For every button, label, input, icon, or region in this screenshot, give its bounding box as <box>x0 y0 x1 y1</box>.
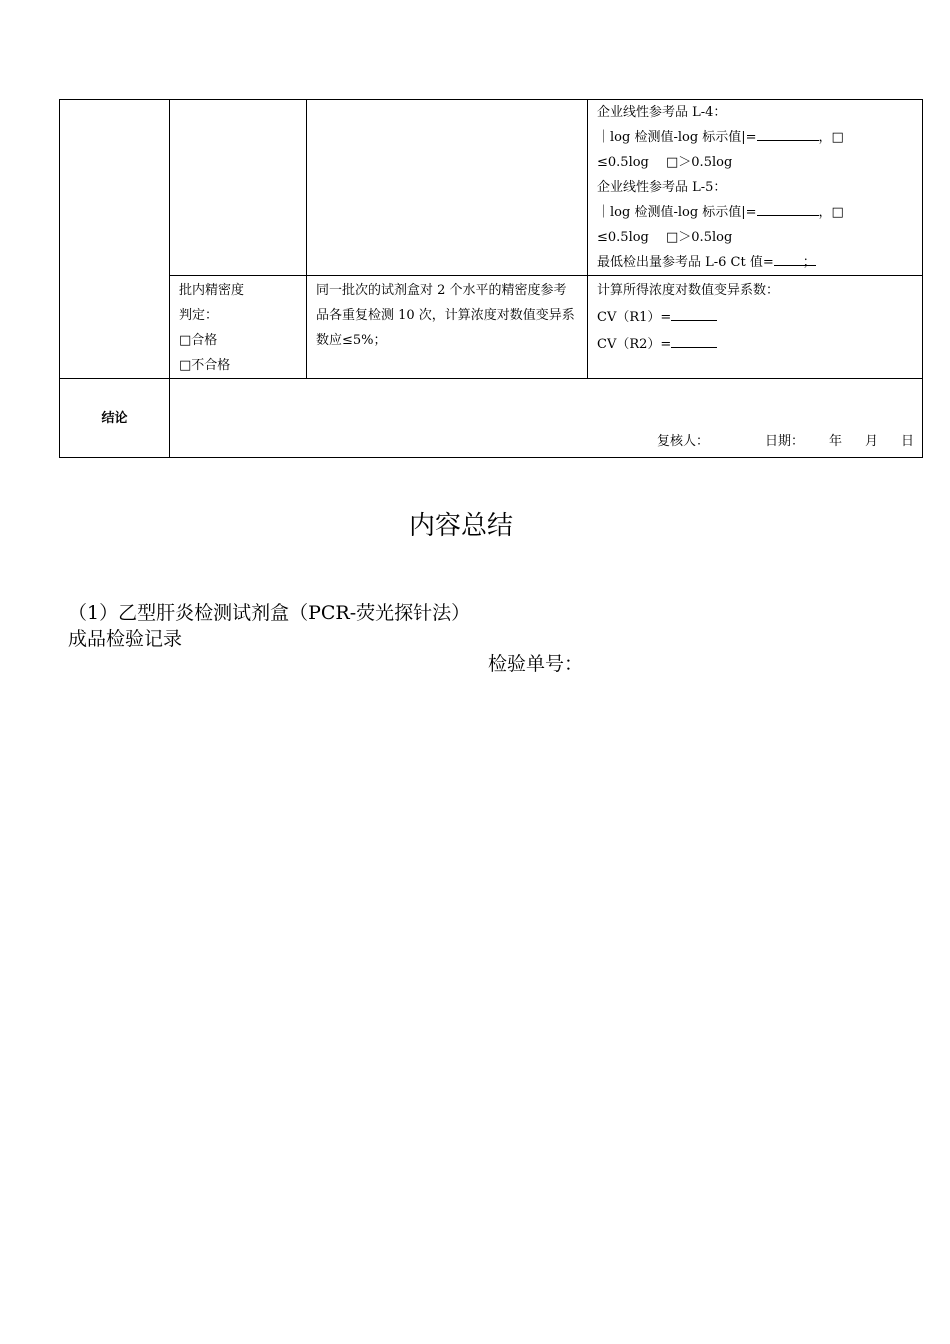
precision-item-title: 批内精密度 <box>179 283 245 298</box>
summary-record-line: 成品检验记录 <box>68 628 183 650</box>
l4-value-blank[interactable] <box>757 125 819 141</box>
year-label: 年 <box>828 434 842 449</box>
l5-formula: ｜log 检测值-log 标示值|= <box>597 205 757 220</box>
linearity-row <box>60 100 923 276</box>
l6-line <box>597 250 913 275</box>
precision-row <box>60 276 923 379</box>
l5-checkbox-lead: ，□ <box>818 205 844 220</box>
l4-formula-line <box>597 125 913 150</box>
l5-formula-line <box>597 200 913 225</box>
l6-semicolon: ； <box>802 255 816 270</box>
precision-requirement-text: 同一批次的试剂盒对 2 个水平的精密度参考品各重复检测 10 次，计算浓度对数值变异系数应≤5%； <box>316 283 575 348</box>
summary-title: 内容总结 <box>408 511 513 541</box>
l5-value-blank[interactable] <box>757 200 819 216</box>
category-cell <box>60 100 170 379</box>
l4-label: 企业线性参考品 L-4： <box>597 105 727 120</box>
reviewer-label: 复核人： <box>656 434 709 449</box>
l5-label: 企业线性参考品 L-5： <box>597 180 727 195</box>
linearity-result-cell <box>588 100 923 276</box>
item-cell <box>170 100 307 276</box>
l4-formula: ｜log 检测值-log 标示值|= <box>597 130 757 145</box>
l6-value-blank[interactable] <box>774 250 816 270</box>
day-label: 日 <box>900 434 914 449</box>
judgement-label: 判定： <box>179 308 219 323</box>
cv-description: 计算所得浓度对数值变异系数： <box>597 283 780 298</box>
precision-result-cell <box>588 276 923 379</box>
requirement-cell <box>307 100 588 276</box>
fail-checkbox[interactable]: □不合格 <box>179 358 231 373</box>
pass-checkbox[interactable]: □合格 <box>179 333 218 348</box>
precision-requirement-cell <box>307 276 588 379</box>
inspection-record-table <box>59 99 923 458</box>
cv-r2-label: CV（R2）= <box>597 337 672 352</box>
signature-line <box>657 430 914 449</box>
conclusion-cell[interactable] <box>170 379 923 458</box>
l5-options: ≤0.5log □＞0.5log <box>597 230 733 245</box>
l4-options: ≤0.5log □＞0.5log <box>597 155 733 170</box>
date-label: 日期： <box>764 434 804 449</box>
summary-number-line: 检验单号： <box>488 653 584 675</box>
l6-label: 最低检出量参考品 L-6 Ct 值= <box>597 255 774 270</box>
cv-r1-line <box>597 305 913 330</box>
cv-r1-label: CV（R1）= <box>597 310 672 325</box>
cv-r1-blank[interactable] <box>671 305 717 321</box>
summary-product-line: （1）乙型肝炎检测试剂盒（PCR-荧光探针法） <box>68 602 471 624</box>
l4-checkbox-lead: ，□ <box>818 130 844 145</box>
conclusion-row <box>60 379 923 458</box>
conclusion-label: 结论 <box>60 379 170 458</box>
month-label: 月 <box>864 434 878 449</box>
precision-item-cell <box>170 276 307 379</box>
cv-r2-blank[interactable] <box>671 332 717 348</box>
cv-r2-line <box>597 332 913 357</box>
